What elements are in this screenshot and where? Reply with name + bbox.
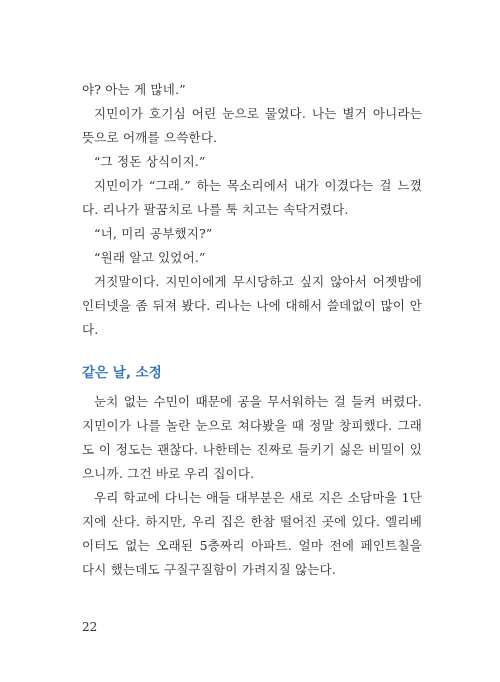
dialogue-line: “너, 미리 공부했지?” [94,226,213,241]
paragraph: 우리 학교에 다니는 애들 대부분은 새로 지은 소담마을 1단지에 산다. 하지만, 우리 집은 한참 떨어진 곳에 있다. 엘리베이터도 없는 오래된 5층짜리 아파트. 얼마 전에 페인트칠을 다시 했는데도 구질구질함이 가려지질 않는다. [82,490,422,577]
paragraph: 지민이가 호기심 어린 눈으로 물었다. 나는 별거 아니라는 뜻으로 어깨를 으쓱한다. [82,106,422,145]
paragraph: 지민이가 “그래.” 하는 목소리에서 내가 이겼다는 걸 느꼈다. 리나가 팔꿈치로 나를 툭 치고는 속닥거렸다. [82,178,422,217]
page-number: 22 [82,620,98,634]
dialogue-line: “원래 알고 있었어.” [94,250,206,265]
section-heading: 같은 날, 소정 [82,365,162,381]
paragraph-continuation: 야? 아는 게 많네.” [82,82,186,97]
paragraph: 눈치 없는 수민이 때문에 공을 무서워하는 걸 들켜 버렸다. 지민이가 나를 놀란 눈으로 쳐다봤을 때 정말 창피했다. 그래도 이 정도는 괜찮다. 나한테는 진짜로 들키기 싫은 비밀이 있으니까. 그건 바로 우리 집이다. [82,394,422,481]
paragraph: 거짓말이다. 지민이에게 무시당하고 싶지 않아서 어젯밤에 인터넷을 좀 뒤져 봤다. 리나는 나에 대해서 쓸데없이 많이 안다. [82,274,422,337]
page-body [82,78,422,582]
dialogue-line: “그 정돈 상식이지.” [94,154,206,169]
